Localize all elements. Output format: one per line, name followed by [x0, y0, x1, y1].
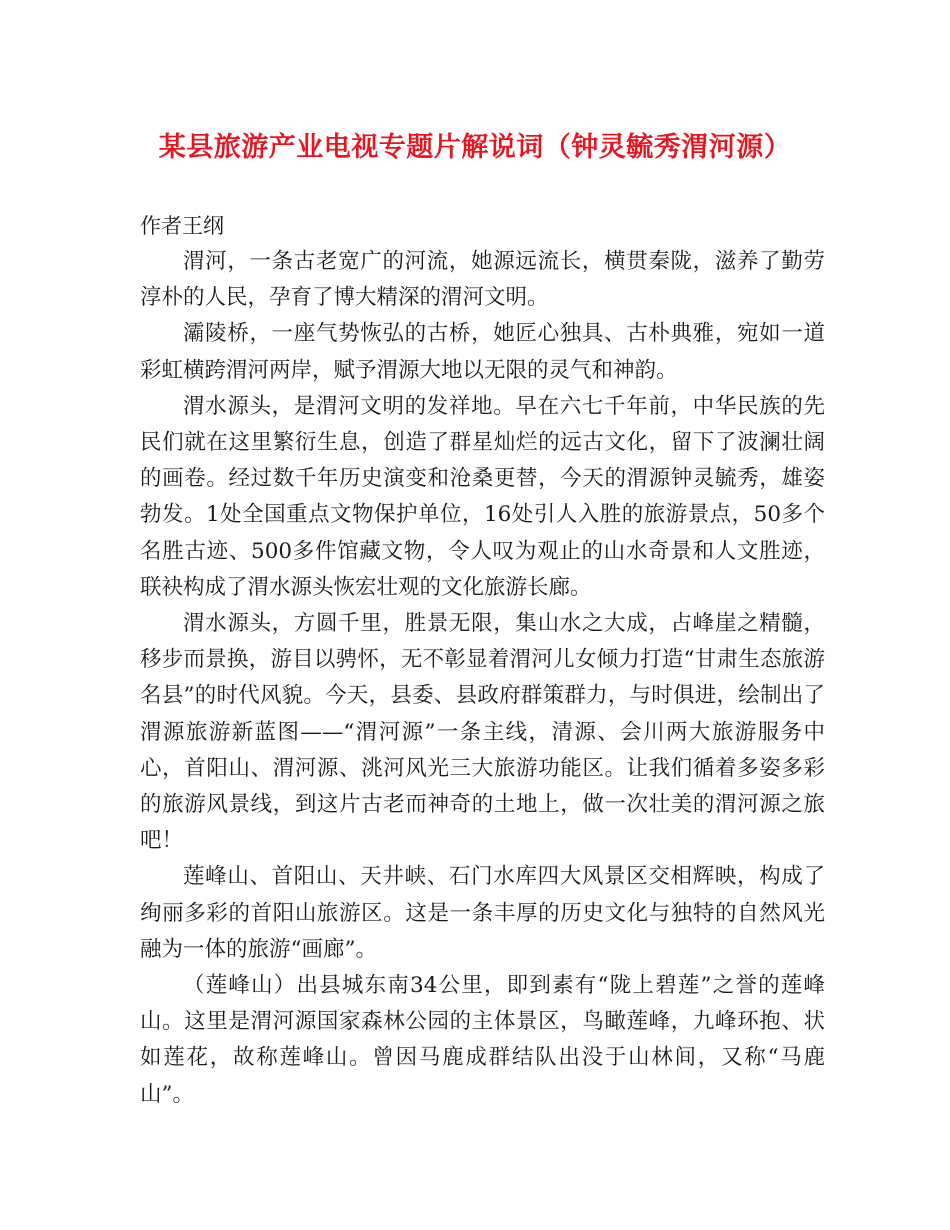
paragraph: 莲峰山、首阳山、天井峡、石门水库四大风景区交相辉映，构成了绚丽多彩的首阳山旅游区。这是一条丰厚的历史文化与独特的自然风光融为一体的旅游“画廊”。: [140, 864, 825, 962]
author-line: 作者王纲: [140, 214, 224, 238]
paragraph: 渭水源头，是渭河文明的发祥地。早在六七千年前，中华民族的先民们就在这里繁衍生息，创造了群星灿烂的远古文化，留下了波澜壮阔的画卷。经过数千年历史演变和沧桑更替，今天的渭源钟灵毓秀，雄姿勃发。1处全国重点文物保护单位，16处引人入胜的旅游景点，50多个名胜古迹、500多件馆藏文物，令人叹为观止的山水奇景和人文胜迹，联袂构成了渭水源头恢宏壮观的文化旅游长廊。: [140, 393, 825, 600]
paragraph: 渭水源头，方圆千里，胜景无限，集山水之大成，占峰崖之精髓，移步而景换，游目以骋怀，无不彰显着渭河儿女倾力打造“甘肃生态旅游名县”的时代风貌。今天，县委、县政府群策群力，与时俱进，绘制出了渭源旅游新蓝图——“渭河源”一条主线，清源、会川两大旅游服务中心，首阳山、渭河源、洮河风光三大旅游功能区。让我们循着多姿多彩的旅游风景线，到这片古老而神奇的土地上，做一次壮美的渭河源之旅吧！: [140, 611, 825, 854]
document-title: 某县旅游产业电视专题片解说词（钟灵毓秀渭河源）: [158, 132, 792, 163]
paragraph: 灞陵桥，一座气势恢弘的古桥，她匠心独具、古朴典雅，宛如一道彩虹横跨渭河两岸，赋予渭源大地以无限的灵气和神韵。: [140, 321, 825, 383]
document-body: [140, 244, 825, 1113]
paragraph: （莲峰山）出县城东南34公里，即到素有“陇上碧莲”之誉的莲峰山。这里是渭河源国家森林公园的主体景区，鸟瞰莲峰，九峰环抱、状如莲花，故称莲峰山。曾因马鹿成群结队出没于山林间，又称“马鹿山”。: [140, 973, 825, 1107]
paragraph: 渭河，一条古老宽广的河流，她源远流长，横贯秦陇，滋养了勤劳淳朴的人民，孕育了博大精深的渭河文明。: [140, 249, 825, 311]
